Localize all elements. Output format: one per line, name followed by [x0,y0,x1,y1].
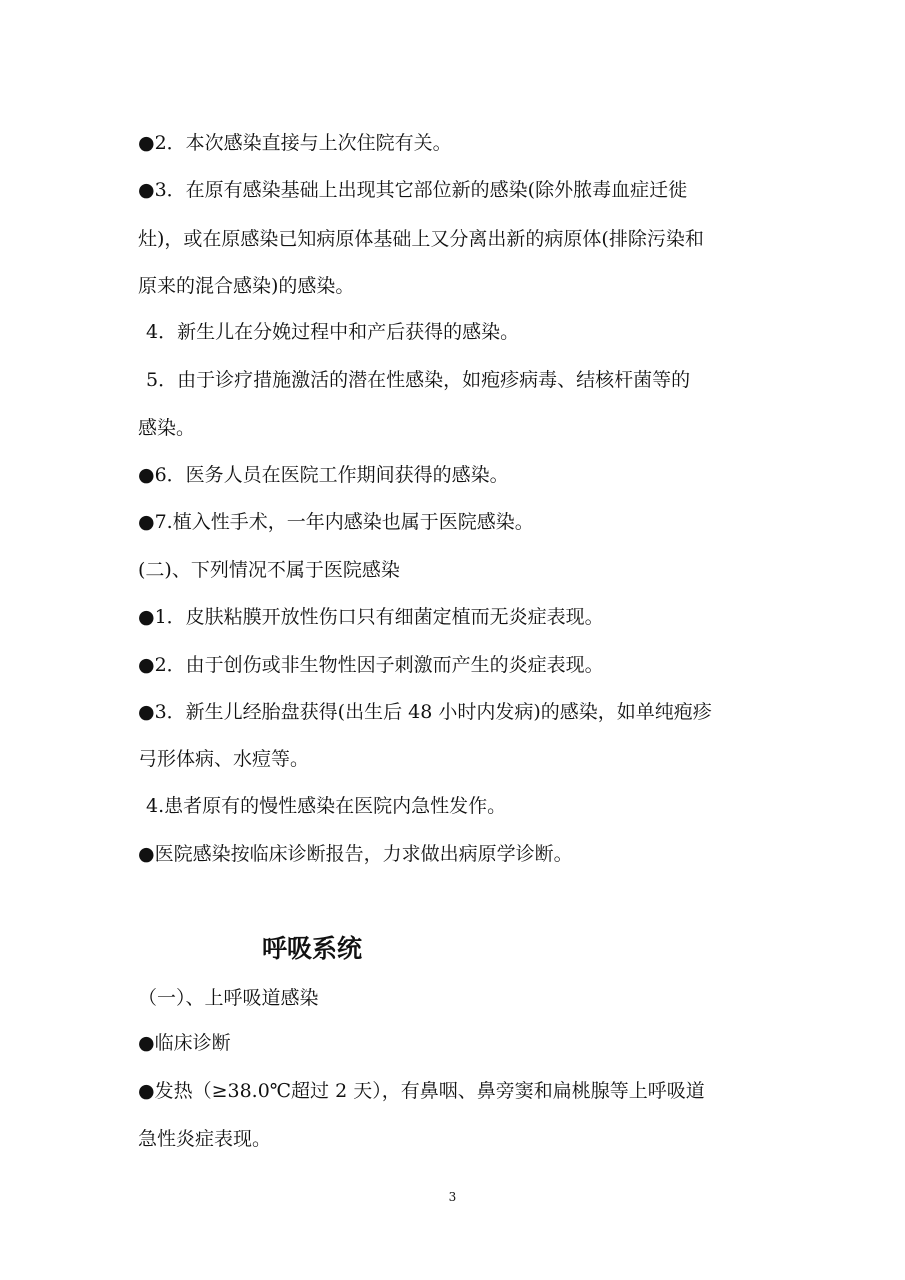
section-heading: 呼吸系统 [262,934,363,963]
page-number: 3 [448,1190,457,1204]
text-line: 4.患者原有的慢性感染在医院内急性发作。 [146,795,507,817]
text-line: 5．由于诊疗措施激活的潜在性感染，如疱疹病毒、结核杆菌等的 [146,369,691,391]
text-line: ●临床诊断 [138,1032,231,1054]
text-line: 感染。 [138,417,196,439]
text-line: 灶)，或在原感染已知病原体基础上又分离出新的病原体(排除污染和 [138,228,704,250]
text-line: ●发热（≥38.0℃超过 2 天），有鼻咽、鼻旁窦和扁桃腺等上呼吸道 [138,1080,705,1102]
text-line: ●2．由于创伤或非生物性因子刺激而产生的炎症表现。 [138,654,604,676]
text-line: （一）、上呼吸道感染 [138,987,319,1009]
text-line: ●6．医务人员在医院工作期间获得的感染。 [138,464,509,486]
text-line: 急性炎症表现。 [138,1128,272,1150]
text-line: ●7.植入性手术，一年内感染也属于医院感染。 [138,511,534,533]
text-line: ●医院感染按临床诊断报告，力求做出病原学诊断。 [138,843,573,865]
text-line: 原来的混合感染)的感染。 [138,275,355,297]
text-line: 弓形体病、水痘等。 [138,748,310,770]
text-line: ●3．新生儿经胎盘获得(出生后 48 小时内发病)的感染，如单纯疱疹 [138,701,712,723]
text-line: ●1．皮肤粘膜开放性伤口只有细菌定植而无炎症表现。 [138,606,604,628]
text-line: 4．新生儿在分娩过程中和产后获得的感染。 [146,321,520,343]
text-line: (二)、下列情况不属于医院感染 [138,559,400,581]
text-line: ●3．在原有感染基础上出现其它部位新的感染(除外脓毒血症迁徙 [138,179,688,201]
text-line: ●2．本次感染直接与上次住院有关。 [138,132,452,154]
